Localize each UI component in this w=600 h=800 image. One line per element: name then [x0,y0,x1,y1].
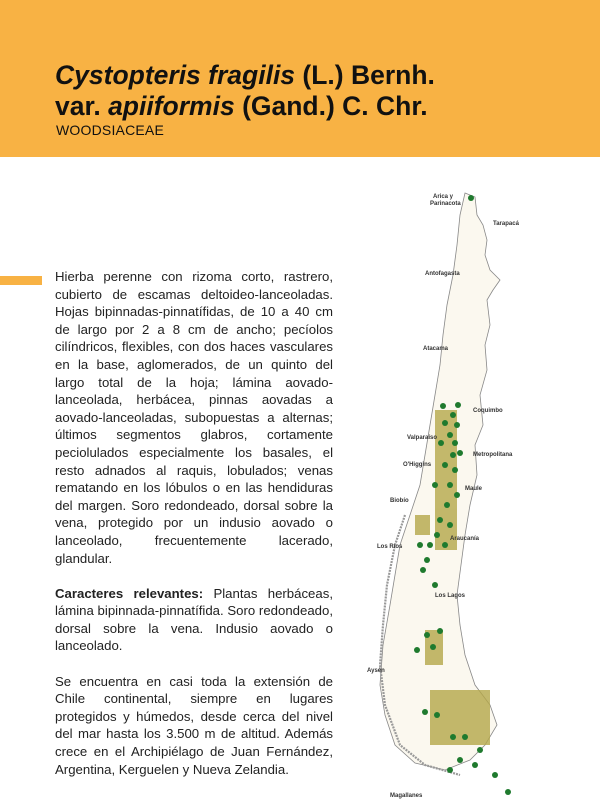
label-los-lagos: Los Lagos [435,593,466,599]
label-aysen: Aysén [367,668,385,674]
relevant-label: Caracteres relevantes: [55,585,204,601]
distribution: Se encuentra en casi toda la extensión de Chile continental, siempre en lugares protegidos y húmedos, desde cerca del nivel del mar hasta los 3.500 m de altitud. Además crece en el Archipiélago de Juan Fernández, Argentina, Kerguelen y Nueva Zelandia. [55,673,333,777]
label-maule: Maule [465,486,483,492]
label-parinacota: Parinacota [430,201,461,207]
relevant-text: Plantas herbáceas, lámina bipinnada-pinnatífida. Soro redondeado, dorsal sobre la vena. Indusio aovado o lanceolado. [55,585,333,654]
var-prefix: var. [55,91,109,121]
header-band [0,0,600,157]
variety-author: (Gand.) C. Chr. [234,91,428,121]
species-name: Cystopteris fragilis [55,60,296,90]
label-ohiggins: O'Higgins [403,462,432,468]
label-valparaiso: Valparaíso [407,435,438,441]
species-title [55,60,435,122]
distribution-map [365,185,600,800]
relevant-characters [55,585,333,655]
label-antofagasta: Antofagasta [425,271,460,277]
variety-name: apiiformis [108,91,235,121]
label-arica: Arica y [433,194,454,200]
label-tarapaca: Tarapacá [493,221,519,227]
section-marker [0,276,42,285]
description: Hierba perenne con rizoma corto, rastrero, cubierto de escamas deltoideo-lanceoladas. Hojas bipinnadas-pinnatífidas, de 10 a 40 cm de largo por 2 a 8 cm de ancho; pecíolos cilíndricos, flexibles, con dos haces vasculares en la base, aglomerados, de un quinto del largo total de la hoja; lámina aovado-lanceolada, herbácea, pinnas aovadas a aovado-lanceoladas, subopuestas a alternas; últimos segmentos glabros, cortamente peciolulados especialmente los basales, el resto adnados al raquis, lobulados; venas rematando en los lóbulos o en las hendiduras del margen. Soro redondeado, dorsal sobre la vena, protegido por un indusio aovado o lanceolado, frecuentemente lacerado, glandular. [55,269,333,566]
label-magallanes: Magallanes [390,793,423,799]
label-los-rios: Los Ríos [377,544,403,550]
author: (L.) Bernh. [295,60,435,90]
body-text [55,268,333,796]
label-atacama: Atacama [423,346,449,352]
label-metropolitana: Metropolitana [473,452,513,458]
label-biobio: Biobío [390,498,409,504]
label-coquimbo: Coquimbo [473,408,503,414]
label-araucania: Araucanía [450,536,480,542]
family-name: WOODSIACEAE [56,122,164,138]
